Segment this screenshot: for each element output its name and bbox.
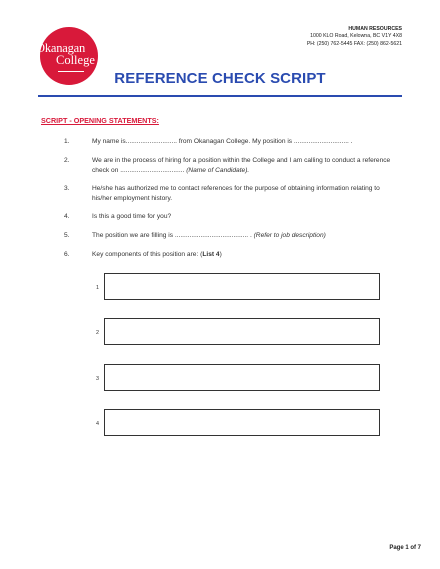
item-number: 4. [64, 213, 70, 220]
header-department: HUMAN RESOURCES [348, 26, 402, 32]
item-number: 6. [64, 251, 70, 258]
component-input-box[interactable] [104, 273, 380, 300]
logo-line-1: Okanagan [36, 41, 86, 55]
component-number: 1 [96, 285, 99, 291]
component-input-box[interactable] [104, 318, 380, 345]
component-input-box[interactable] [104, 364, 380, 391]
item-number: 1. [64, 138, 70, 145]
component-number: 2 [96, 330, 99, 336]
item-number: 2. [64, 157, 70, 164]
page-title: REFERENCE CHECK SCRIPT [114, 70, 326, 87]
item-text: The position we are filling is ........................................ . (Refer to job description) [92, 232, 326, 239]
item-emphasis: List 4 [202, 251, 220, 258]
component-number: 4 [96, 421, 99, 427]
title-divider [38, 95, 402, 97]
page-number: Page 1 of 7 [389, 545, 421, 551]
section-heading: SCRIPT - OPENING STATEMENTS: [41, 116, 159, 125]
item-text: Key components of this position are: (List 4) [92, 251, 222, 258]
item-hint: (Name of Candidate). [186, 166, 250, 174]
component-number: 3 [96, 376, 99, 382]
item-number: 3. [64, 185, 70, 192]
item-number: 5. [64, 232, 70, 239]
header-address-block [307, 26, 402, 48]
item-text: My name is............................ from Okanagan College. My position is .............................. . [92, 138, 353, 145]
item-text: We are in the process of hiring for a position within the College and I am calling to conduct a reference check on ................................... (Name of Candidate). [92, 157, 391, 174]
logo-line-2: College [56, 53, 95, 67]
header-contact: PH: (250) 762-5445 FAX: (250) 862-5621 [306, 40, 402, 47]
header-address: 1000 KLO Road, Kelowna, BC V1Y 4X8 [310, 33, 402, 40]
item-text: Is this a good time for you? [92, 213, 172, 220]
item-hint: (Refer to job description) [253, 232, 326, 239]
item-text: He/she has authorized me to contact references for the purpose of obtaining information relating to his/her employment history. [92, 185, 380, 202]
component-input-box[interactable] [104, 409, 380, 436]
